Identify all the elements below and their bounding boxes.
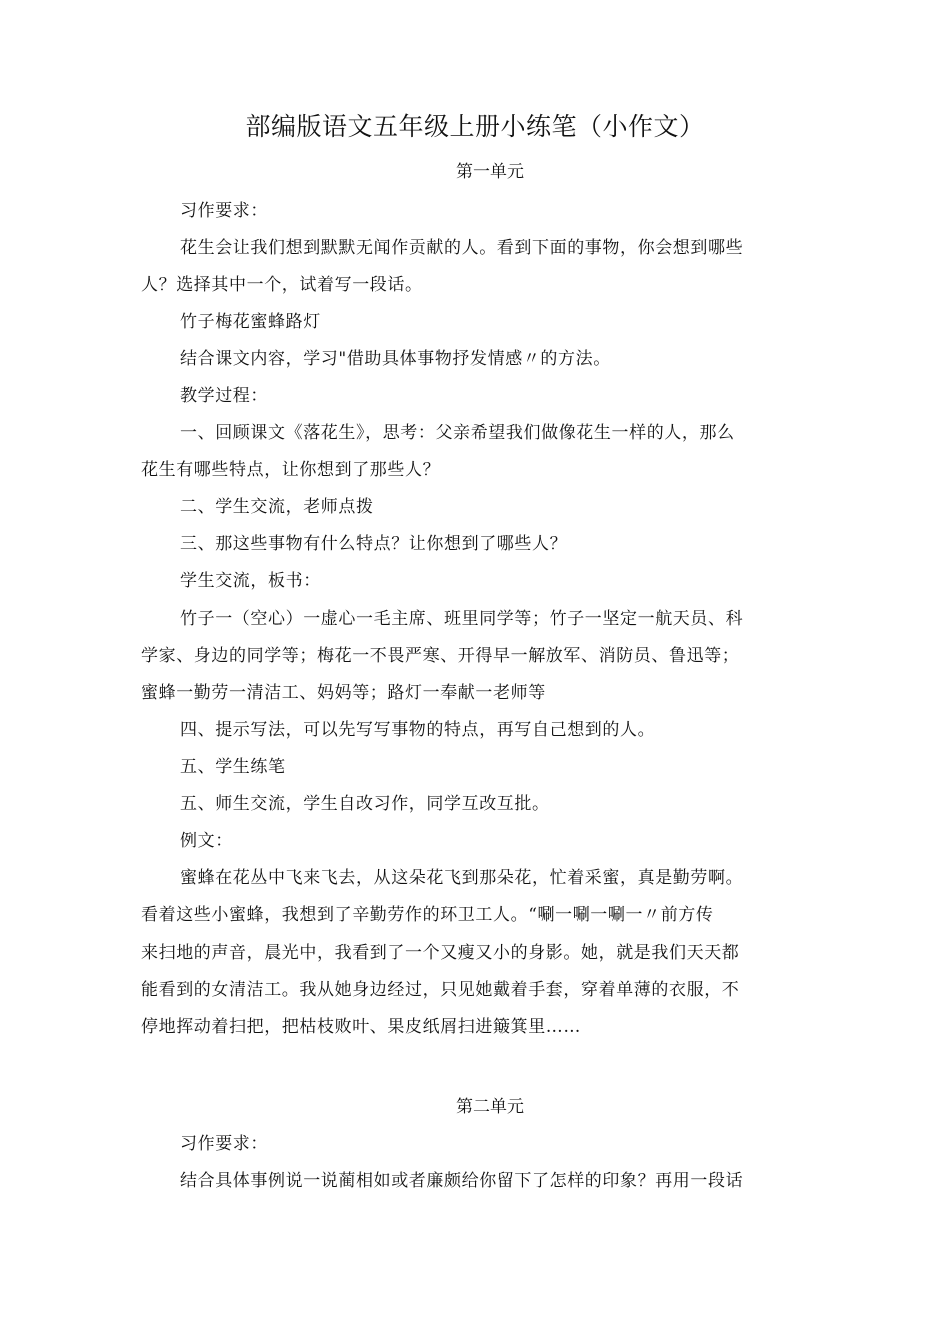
- unit1-line-8: 花生有哪些特点，让你想到了那些人？: [141, 460, 441, 480]
- unit1-heading: 第一单元: [456, 162, 524, 182]
- unit1-line-18: 例文：: [180, 831, 233, 851]
- document-title: 部编版语文五年级上册小练笔（小作文）: [245, 112, 705, 141]
- unit2-heading: 第二单元: [456, 1097, 524, 1117]
- unit1-line-15: 四、提示写法，可以先写写事物的特点，再写自己想到的人。: [180, 720, 656, 740]
- unit1-line-7: 一、回顾课文《落花生》，思考：父亲希望我们做像花生一样的人，那么: [180, 423, 735, 443]
- unit1-line-2: 花生会让我们想到默默无闻作贡献的人。看到下面的事物，你会想到哪些: [180, 238, 744, 258]
- unit1-line-4: 竹子梅花蜜蜂路灯: [180, 312, 321, 332]
- unit1-line-16: 五、学生练笔: [180, 757, 286, 777]
- unit1-line-1: 习作要求：: [180, 201, 268, 221]
- unit1-line-19: 蜜蜂在花丛中飞来飞去，从这朵花飞到那朵花，忙着采蜜，真是勤劳啊。: [180, 868, 744, 888]
- unit2-line-1: 习作要求：: [180, 1134, 268, 1154]
- unit1-line-21: 来扫地的声音，晨光中，我看到了一个又瘦又小的身影。她，就是我们天天都: [141, 943, 740, 963]
- unit1-line-20: 看着这些小蜜蜂，我想到了辛勤劳作的环卫工人。“唰一唰一唰一〃前方传: [141, 905, 714, 925]
- unit2-line-2: 结合具体事例说一说蔺相如或者廉颇给你留下了怎样的印象？再用一段话: [180, 1171, 744, 1191]
- unit1-line-12: 竹子一（空心）一虚心一毛主席、班里同学等；竹子一坚定一航天员、科: [180, 609, 744, 629]
- unit1-line-11: 学生交流，板书：: [180, 571, 321, 591]
- unit1-line-10: 三、那这些事物有什么特点？让你想到了哪些人？: [180, 534, 568, 554]
- unit1-line-14: 蜜蜂一勤劳一清洁工、妈妈等；路灯一奉献一老师等: [141, 683, 546, 703]
- unit1-line-23: 停地挥动着扫把，把枯枝败叶、果皮纸屑扫进簸箕里……: [141, 1017, 581, 1037]
- unit1-line-3: 人？选择其中一个，试着写一段话。: [141, 275, 423, 295]
- unit1-line-9: 二、学生交流，老师点拨: [180, 497, 374, 517]
- unit1-line-6: 教学过程：: [180, 386, 268, 406]
- unit1-line-13: 学家、身边的同学等；梅花一不畏严寒、开得早一解放军、消防员、鲁迅等；: [141, 646, 740, 666]
- unit1-line-5: 结合课文内容，学习"借助具体事物抒发情感〃的方法。: [180, 349, 611, 369]
- unit1-line-22: 能看到的女清洁工。我从她身边经过，只见她戴着手套，穿着单薄的衣服，不: [141, 980, 740, 1000]
- unit1-line-17: 五、师生交流，学生自改习作，同学互改互批。: [180, 794, 550, 814]
